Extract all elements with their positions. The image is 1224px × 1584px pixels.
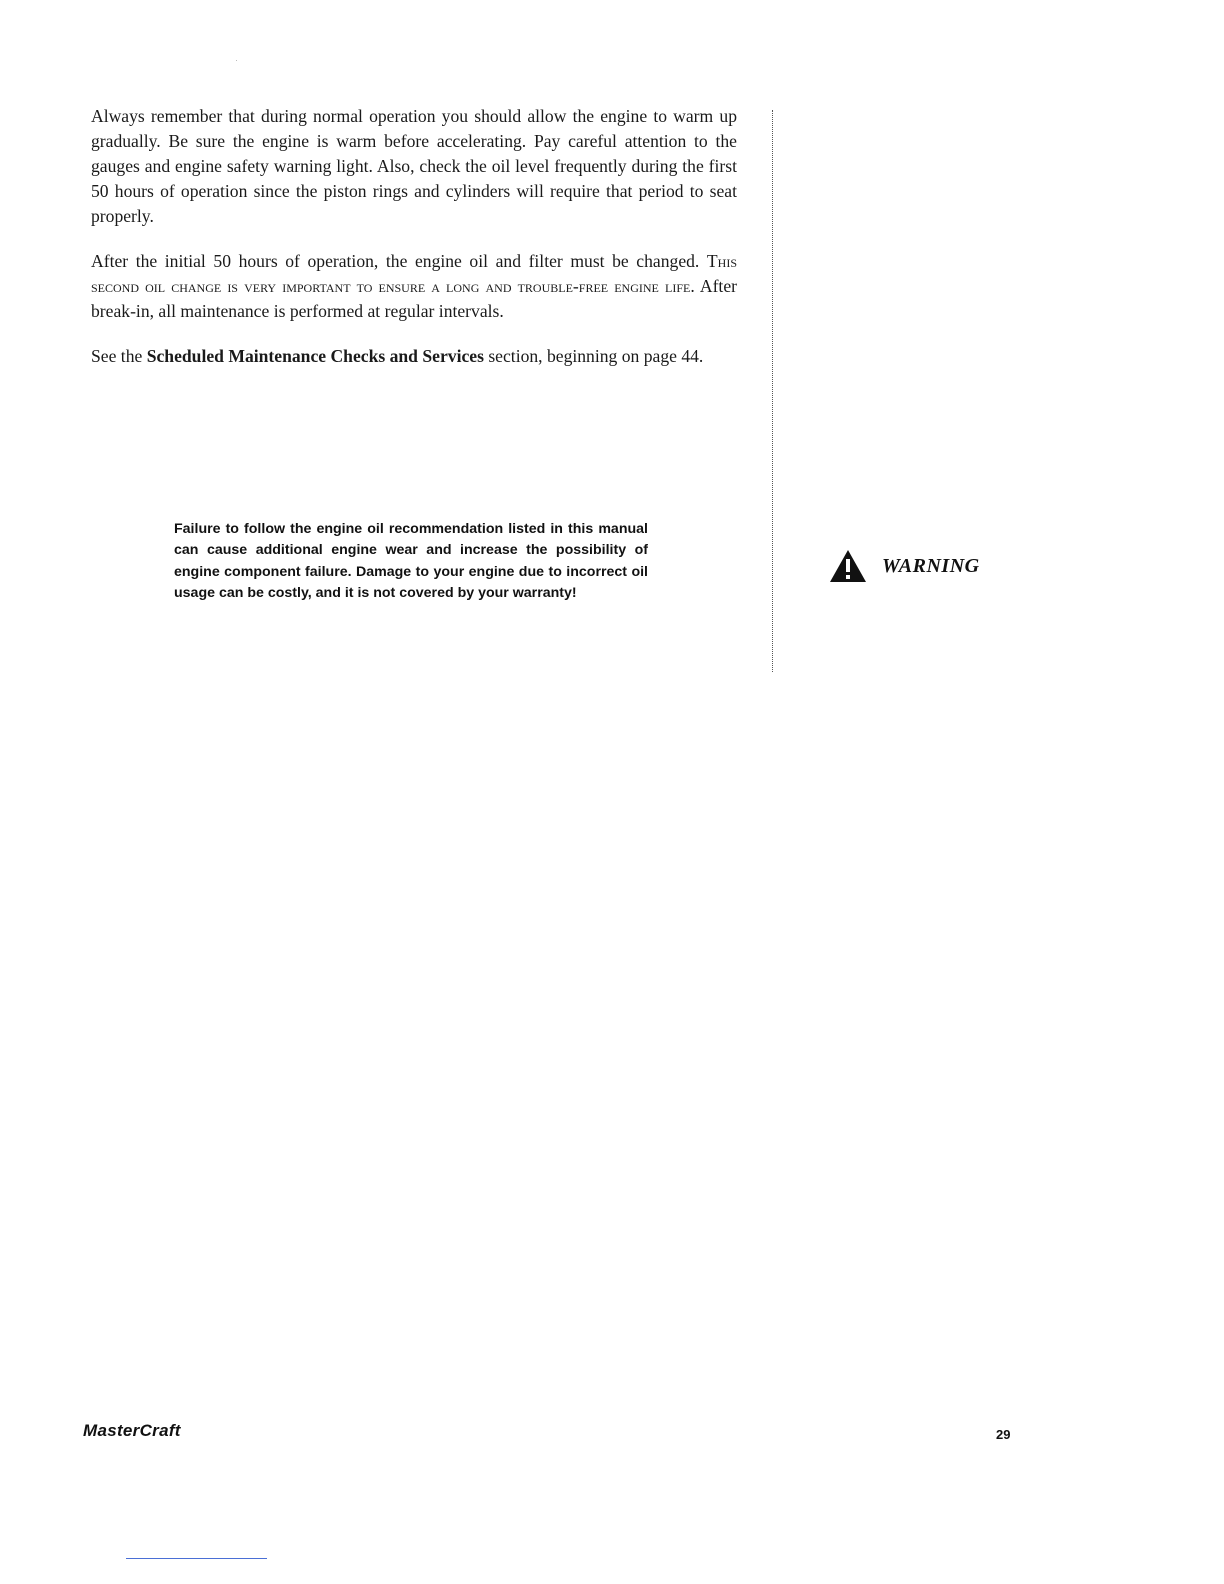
paragraph-break-in: Always remember that during normal operation you should allow the engine to warm up gradually. Be sure the engine is warm before accelerating. Pay careful attention to the gauges and engine safety warning light. Also, check the oil level frequently during the first 50 hours of operation since the piston rings and cylinders will require that period to seat properly. — [91, 106, 737, 226]
main-text-column — [91, 104, 737, 389]
footer-brand-logo: MasterCraft — [83, 1421, 181, 1440]
paragraph-oil-change-lead: After the initial 50 hours of operation, the engine oil and filter must be changed. — [91, 251, 707, 271]
paragraph-see-section-tail: section, beginning on page 44. — [483, 346, 704, 366]
warning-label — [828, 548, 980, 584]
paragraph-oil-change-tail: After break-in, all maintenance is performed at regular intervals. — [91, 276, 737, 321]
paragraph-oil-change-emphasis: This second oil change is very important to ensure a long and trouble-free engine life. — [91, 251, 737, 296]
section-reference: Scheduled Maintenance Checks and Services — [146, 346, 484, 366]
paragraph-see-section-lead: See the — [91, 346, 147, 366]
paragraph-see-section — [91, 344, 737, 369]
column-divider — [772, 110, 773, 672]
page-number: 29 — [996, 1427, 1011, 1442]
bottom-rule — [126, 1558, 267, 1559]
warning-body-text: Failure to follow the engine oil recommendation listed in this manual can cause additional engine wear and increase the possibility of engine component failure. Damage to your engine due to incorrect oil usage can be costly, and it is not covered by your warranty! — [174, 521, 648, 602]
warning-heading: WARNING — [882, 554, 980, 577]
paragraph-oil-change — [91, 249, 737, 324]
scan-speck — [236, 60, 237, 61]
warning-triangle-icon — [828, 548, 868, 584]
